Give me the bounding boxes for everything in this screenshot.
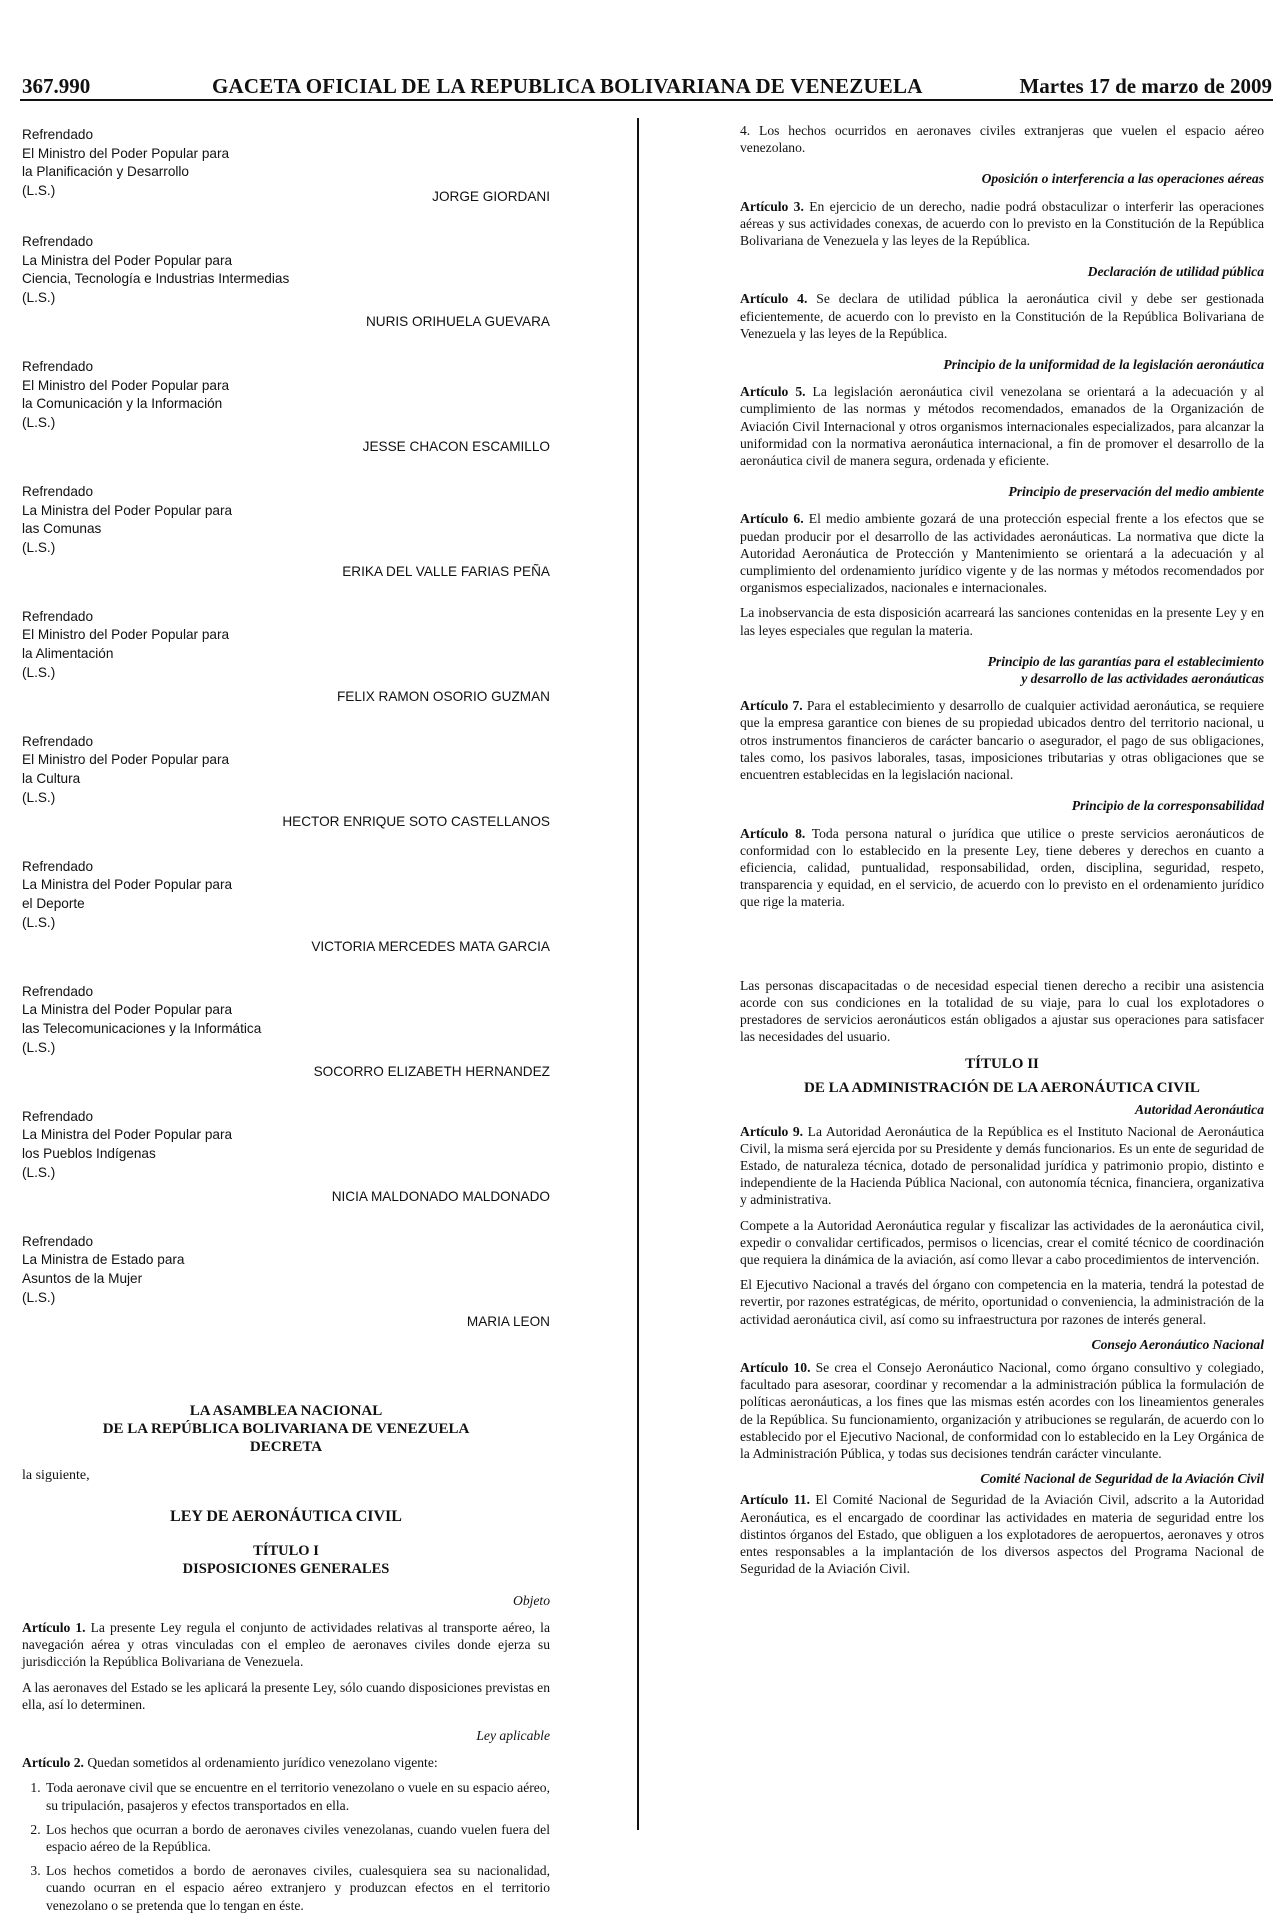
article-number: Artículo 4. — [740, 291, 808, 307]
list-item: 3. Los hechos cometidos a bordo de aeronaves civiles, cualesquiera sea su nacionalidad, cuando ocurran en el espacio aéreo extranjero y produzcan efectos en el territorio venezolano o se pretenda que lo tengan en éste. — [44, 1862, 550, 1914]
article-4 — [740, 290, 1264, 342]
refrendo-office: las Telecomunicaciones y la Informática — [22, 1020, 262, 1036]
refrendo-block — [22, 233, 550, 332]
refrendo-block — [22, 858, 550, 957]
section-heading: Autoridad Aeronáutica — [1134, 1102, 1264, 1118]
right-column — [740, 122, 1264, 1585]
refrendo-block — [22, 126, 550, 207]
assembly-name: LA ASAMBLEA NACIONAL — [189, 1402, 383, 1419]
signatory-name: MARIA LEON — [466, 1314, 550, 1330]
article-1 — [22, 1619, 550, 1671]
refrendo-office: El Ministro del Poder Popular para — [22, 752, 230, 768]
section-heading: Principio de la uniformidad de la legislación aeronáutica — [943, 357, 1264, 373]
article-2 — [22, 1754, 550, 1771]
refrendo-office: El Ministro del Poder Popular para — [22, 377, 230, 393]
refrendo-office: la Alimentación — [22, 646, 114, 662]
refrendo-label: Refrendado — [22, 1108, 94, 1124]
republic-name: DE LA REPÚBLICA BOLIVARIANA DE VENEZUELA — [102, 1420, 470, 1437]
article-paragraph: El Ejecutivo Nacional a través del órgano con competencia en la materia, tendrá la potestad de revertir, por razones estratégicas, de mérito, oportunidad o conveniencia, la administración de la actividad aeronáutica civil, así como su infraestructura por razones de interés general. — [740, 1277, 1264, 1327]
article-paragraph: Las personas discapacitadas o de necesidad especial tienen derecho a recibir una asistencia acorde con sus condiciones en la totalidad de su viaje, para lo cual los explotadores o prestadores de servicios aeronáuticos están obligados a ajustar sus operaciones para satisfacer las necesidades del usuario. — [740, 977, 1264, 1045]
title-number: TÍTULO I — [253, 1542, 319, 1559]
issue-date: Martes 17 de marzo de 2009 — [1019, 74, 1272, 98]
refrendo-seal: (L.S.) — [22, 1039, 56, 1055]
article-number: Artículo 8. — [740, 825, 806, 841]
refrendo-office: La Ministra del Poder Popular para — [22, 252, 233, 268]
article-10 — [740, 1359, 1264, 1462]
article-text: Toda persona natural o jurídica que utilice o preste servicios aeronáuticos de conformidad con lo establecido en la presente Ley, tiene deberes y derechos en cuanto a eficiencia, calidad, puntualidad, responsabilidad, orden, disciplina, seguridad, respeto, transparencia y equidad, en el servicio, de acuerdo con lo previsto en el ordenamiento jurídico que rige la materia. — [740, 825, 1264, 910]
refrendo-label: Refrendado — [22, 358, 94, 374]
refrendo-office: El Ministro del Poder Popular para — [22, 145, 230, 161]
article-text: En ejercicio de un derecho, nadie podrá obstaculizar o interferir las operaciones aéreas y sus actividades conexas, de acuerdo con lo previsto en la Constitución de la República Bolivariana de Venezuela y las leyes de la República. — [740, 198, 1264, 249]
refrendo-seal: (L.S.) — [22, 539, 56, 555]
signatory-name: NURIS ORIHUELA GUEVARA — [365, 314, 550, 330]
signatory-name: VICTORIA MERCEDES MATA GARCIA — [311, 939, 550, 955]
signatory-name: ERIKA DEL VALLE FARIAS PEÑA — [342, 564, 550, 580]
signatory-name: FELIX RAMON OSORIO GUZMAN — [337, 689, 550, 705]
title-number: TÍTULO II — [965, 1056, 1039, 1073]
refrendo-block — [22, 733, 550, 832]
article-text: Se declara de utilidad pública la aeronáutica civil y debe ser gestionada eficientemente, de acuerdo con lo previsto en la Constitución de la República Bolivariana de Venezuela y las leyes de la República. — [740, 291, 1265, 341]
page-header — [22, 74, 1272, 98]
refrendo-office: La Ministra del Poder Popular para — [22, 877, 233, 893]
article-number: Artículo 9. — [740, 1123, 804, 1139]
decreta-word: DECRETA — [249, 1438, 323, 1455]
refrendo-label: Refrendado — [22, 1233, 94, 1249]
refrendo-block — [22, 483, 550, 582]
page-number: 367.990 — [22, 74, 91, 98]
section-heading: Comité Nacional de Seguridad de la Aviación Civil — [980, 1471, 1264, 1487]
refrendo-office: La Ministra del Poder Popular para — [22, 1002, 233, 1018]
article-number: Artículo 2. — [22, 1755, 84, 1771]
section-heading: Principio de la corresponsabilidad — [1071, 798, 1264, 814]
article-text: Para el establecimiento y desarrollo de cualquier actividad aeronáutica, se requiere que la empresa garantice con bienes de su propiedad ubicados dentro del territorio nacional, u otros instrumentos financieros de carácter bancario o asegurador, el pago de sus obligaciones, tales como, los pasivos laborales, tasas, imposiciones tributarias y otras obligaciones que se encuentren establecidas en la legislación nacional. — [740, 698, 1264, 783]
article-number: Artículo 10. — [740, 1359, 811, 1375]
refrendo-label: Refrendado — [22, 983, 94, 999]
refrendo-office: la Cultura — [22, 771, 81, 787]
refrendo-seal: (L.S.) — [22, 789, 56, 805]
article-text: La Autoridad Aeronáutica de la República es el Instituto Nacional de Aeronáutica Civil, la misma será ejercida por su Presidente y demás funcionarios. Es un ente de seguridad de Estado, de naturaleza técnica, dotado de personalidad jurídica y patrimonio propio, distinto e independiente de la Hacienda Pública Nacional, con autonomía técnica, financiera, organizativa y administrativa. — [740, 1123, 1265, 1208]
article-number: Artículo 3. — [740, 198, 804, 214]
article-text: Quedan sometidos al ordenamiento jurídico venezolano vigente: — [87, 1755, 438, 1771]
section-heading: y desarrollo de las actividades aeronáuticas — [1021, 671, 1264, 687]
article-8 — [740, 825, 1264, 911]
refrendo-label: Refrendado — [22, 127, 94, 142]
article-11 — [740, 1491, 1264, 1577]
refrendo-office: Asuntos de la Mujer — [22, 1270, 143, 1286]
article-6 — [740, 510, 1264, 596]
signatory-name: JORGE GIORDANI — [432, 189, 550, 205]
section-heading: Consejo Aeronáutico Nacional — [1091, 1336, 1264, 1352]
refrendo-office: la Comunicación y la Información — [22, 396, 223, 412]
article-number: Artículo 5. — [740, 384, 806, 400]
section-heading: Ley aplicable — [476, 1727, 550, 1743]
signatory-name: SOCORRO ELIZABETH HERNANDEZ — [313, 1064, 550, 1080]
refrendo-label: Refrendado — [22, 483, 94, 499]
refrendo-seal: (L.S.) — [22, 1164, 56, 1180]
refrendo-office: la Planificación y Desarrollo — [22, 164, 189, 180]
blank-space — [740, 919, 1264, 977]
article-paragraph: A las aeronaves del Estado se les aplicará la presente Ley, sólo cuando disposiciones previstas en ella, así lo determinen. — [22, 1679, 550, 1712]
refrendo-office: las Comunas — [22, 521, 102, 537]
section-heading: Declaración de utilidad pública — [1087, 264, 1264, 280]
signatory-name: HECTOR ENRIQUE SOTO CASTELLANOS — [282, 814, 550, 830]
section-heading: Principio de preservación del medio ambiente — [1008, 484, 1264, 500]
article-text: El medio ambiente gozará de una protección especial frente a los efectos que se puedan producir por el desarrollo de las actividades aeronáuticas. La normativa que dicte la Autoridad Aeronáutica de Protección y Mantenimiento se orientará a la adecuación y al cumplimiento del ordenamiento jurídico vigente y de las normas y métodos recomendados por organismos especializados, nacionales e internacionales. — [740, 511, 1264, 596]
article-9 — [740, 1123, 1264, 1209]
left-articles — [22, 1592, 550, 1914]
refrendo-label: Refrendado — [22, 233, 94, 249]
article-7 — [740, 697, 1264, 783]
refrendo-block — [22, 608, 550, 707]
law-title: LEY DE AERONÁUTICA CIVIL — [170, 1507, 402, 1525]
signatory-name: NICIA MALDONADO MALDONADO — [331, 1189, 550, 1205]
refrendo-office: los Pueblos Indígenas — [22, 1145, 156, 1161]
column-divider — [637, 118, 639, 1830]
refrendo-office: Ciencia, Tecnología e Industrias Intermedias — [22, 271, 290, 287]
refrendo-seal: (L.S.) — [22, 182, 56, 198]
refrendo-seal: (L.S.) — [22, 1289, 56, 1305]
title-name: DE LA ADMINISTRACIÓN DE LA AERONÁUTICA CIVIL — [804, 1080, 1200, 1097]
refrendo-office: El Ministro del Poder Popular para — [22, 627, 230, 643]
title-name: DISPOSICIONES GENERALES — [182, 1560, 390, 1577]
refrendo-seal: (L.S.) — [22, 664, 56, 680]
refrendo-label: Refrendado — [22, 858, 94, 874]
article-5 — [740, 383, 1264, 469]
refrendo-seal: (L.S.) — [22, 289, 56, 305]
refrendo-block — [22, 1233, 550, 1332]
decree-heading — [22, 1402, 550, 1578]
refrendos-list — [22, 126, 550, 1332]
article-number: Artículo 6. — [740, 511, 804, 527]
list-item: 2. Los hechos que ocurran a bordo de aeronaves civiles venezolanas, cuando vuelen fuera del espacio aéreo de la República. — [44, 1821, 550, 1855]
section-heading: Objeto — [513, 1592, 550, 1608]
refrendo-office: La Ministra de Estado para — [22, 1252, 185, 1268]
article-text: El Comité Nacional de Seguridad de la Aviación Civil, adscrito a la Autoridad Aeronáutica, es el encargado de coordinar las actividades en materia de seguridad entre los distintos órganos del Estado, que obliguen a los explotadores de aeropuertos, aeronaves y otros entes responsables a la implantación de los diversos aspectos del Programa Nacional de Seguridad de la Aviación Civil. — [740, 1492, 1264, 1577]
list-item: 4. Los hechos ocurridos en aeronaves civiles extranjeras que vuelen el espacio aéreo venezolano. — [740, 123, 1264, 156]
list-item: 1. Toda aeronave civil que se encuentre en el territorio venezolano o vuele en su espacio aéreo, su tripulación, pasajeros y efectos transportados en ella. — [44, 1779, 550, 1813]
header-rule — [20, 99, 1273, 101]
signatory-name: JESSE CHACON ESCAMILLO — [362, 439, 550, 455]
refrendo-office: La Ministra del Poder Popular para — [22, 502, 233, 518]
refrendo-block — [22, 358, 550, 457]
article-paragraph: La inobservancia de esta disposición acarreará las sanciones contenidas en la presente Ley y en las leyes especiales que regulan la materia. — [740, 605, 1264, 638]
left-column — [22, 126, 550, 1921]
refrendo-seal: (L.S.) — [22, 414, 56, 430]
article-number: Artículo 11. — [740, 1492, 810, 1508]
article-paragraph: Compete a la Autoridad Aeronáutica regular y fiscalizar las actividades de la aeronáutica civil, expedir o convalidar certificados, permisos o licencias, crear el comité técnico de coordinación que requiera la dinámica de la aviación, así como llevar a cabo procedimientos de intervención. — [740, 1217, 1264, 1267]
refrendo-block — [22, 1108, 550, 1207]
decree-intro: la siguiente, — [22, 1467, 90, 1483]
section-heading: Oposición o interferencia a las operaciones aéreas — [981, 171, 1264, 187]
refrendo-label: Refrendado — [22, 608, 94, 624]
article-text: Se crea el Consejo Aeronáutico Nacional, como órgano consultivo y colegiado, facultado para asesorar, coordinar y recomendar a la administración pública la formulación de políticas aeronáuticas, a los fines que las mismas estén acordes con los lineamientos generales de la República. Su funcionamiento, organización y atribuciones se regularán, de acuerdo con lo establecido por el Ejecutivo Nacional, de conformidad con lo establecido en la Ley Orgánica de la Administración Pública, y todas sus decisiones tendrán carácter vinculante. — [740, 1359, 1264, 1461]
article-number: Artículo 7. — [740, 698, 803, 714]
article-2-list — [22, 1779, 550, 1913]
gazette-title: GACETA OFICIAL DE LA REPUBLICA BOLIVARIANA DE VENEZUELA — [212, 74, 923, 98]
section-heading: Principio de las garantías para el establecimiento — [987, 653, 1264, 669]
refrendo-seal: (L.S.) — [22, 914, 56, 930]
article-text: La legislación aeronáutica civil venezolana se orientará a la adecuación y al cumplimiento de las normas y métodos recomendados, emanados de la Organización de Aviación Civil Internacional y otros organismos internacionales especializados, para alcanzar la uniformidad con la normativa aeronáutica internacional, a fin de promover el desarrollo de la aeronáutica civil de manera segura, ordenada y eficiente. — [740, 384, 1264, 469]
refrendo-label: Refrendado — [22, 733, 94, 749]
refrendo-office: La Ministra del Poder Popular para — [22, 1127, 233, 1143]
refrendo-block — [22, 983, 550, 1082]
refrendo-office: el Deporte — [22, 896, 85, 911]
article-text: La presente Ley regula el conjunto de actividades relativas al transporte aéreo, la navegación aérea y otras vinculadas con el empleo de aeronaves civiles donde ejerza su jurisdicción la República Bolivariana de Venezuela. — [22, 1619, 550, 1670]
article-number: Artículo 1. — [22, 1619, 86, 1635]
article-3 — [740, 198, 1264, 250]
